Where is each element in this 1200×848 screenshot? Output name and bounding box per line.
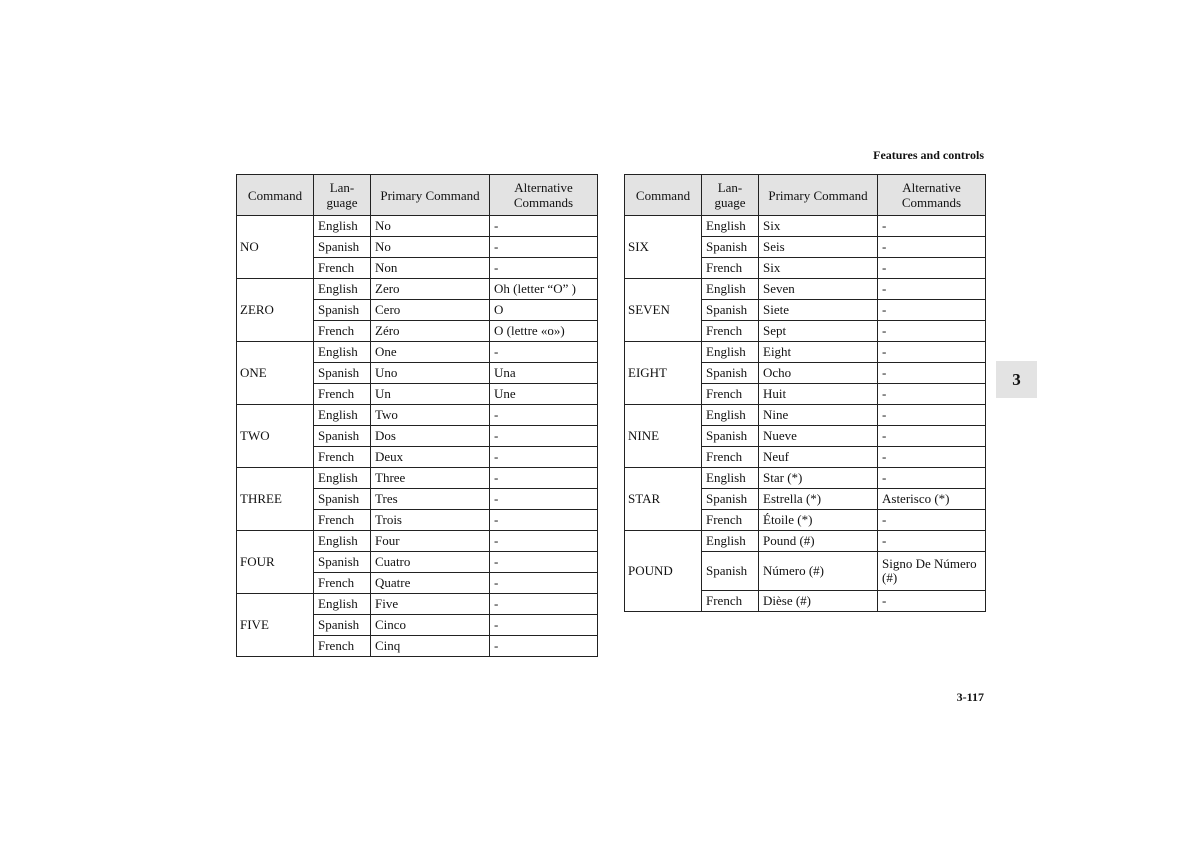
primary-command-cell: Three xyxy=(371,468,490,489)
header-language-line2: guage xyxy=(326,195,358,210)
language-cell: English xyxy=(314,594,371,615)
alternative-command-cell: - xyxy=(878,321,986,342)
primary-command-cell: Estrella (*) xyxy=(759,489,878,510)
language-cell: French xyxy=(314,447,371,468)
header-alternative-line2: Commands xyxy=(901,195,962,210)
header-alternative-commands xyxy=(878,175,986,216)
command-cell: POUND xyxy=(625,531,702,612)
table-row xyxy=(625,216,986,237)
primary-command-cell: Cuatro xyxy=(371,552,490,573)
alternative-command-cell: - xyxy=(878,510,986,531)
alternative-command-cell: - xyxy=(490,489,598,510)
primary-command-cell: Pound (#) xyxy=(759,531,878,552)
primary-command-cell: Trois xyxy=(371,510,490,531)
header-alternative-line1: Alternative xyxy=(514,180,573,195)
command-cell: THREE xyxy=(237,468,314,531)
primary-command-cell: No xyxy=(371,216,490,237)
language-cell: English xyxy=(314,342,371,363)
language-cell: French xyxy=(702,384,759,405)
table-row xyxy=(237,216,598,237)
language-cell: French xyxy=(702,321,759,342)
primary-command-cell: Número (#) xyxy=(759,552,878,591)
language-cell: Spanish xyxy=(702,363,759,384)
language-cell: English xyxy=(314,279,371,300)
command-cell: ONE xyxy=(237,342,314,405)
primary-command-cell: Seis xyxy=(759,237,878,258)
alternative-command-cell: Oh (letter “O” ) xyxy=(490,279,598,300)
alternative-command-cell: - xyxy=(490,342,598,363)
language-cell: English xyxy=(702,342,759,363)
primary-command-cell: Star (*) xyxy=(759,468,878,489)
command-cell: NO xyxy=(237,216,314,279)
alternative-command-cell: - xyxy=(878,591,986,612)
language-cell: French xyxy=(314,510,371,531)
header-command: Command xyxy=(625,175,702,216)
language-cell: French xyxy=(314,258,371,279)
alternative-command-cell: O (lettre «o») xyxy=(490,321,598,342)
section-title: Features and controls xyxy=(873,148,984,162)
header-language xyxy=(314,175,371,216)
primary-command-cell: Nine xyxy=(759,405,878,426)
alternative-command-cell: - xyxy=(490,594,598,615)
primary-command-cell: Quatre xyxy=(371,573,490,594)
table-header-row xyxy=(625,175,986,216)
command-cell: ZERO xyxy=(237,279,314,342)
table-row xyxy=(625,405,986,426)
alternative-command-cell: - xyxy=(878,531,986,552)
table-row xyxy=(237,531,598,552)
alternative-command-cell: - xyxy=(490,531,598,552)
alternative-command-cell: - xyxy=(490,447,598,468)
language-cell: Spanish xyxy=(702,552,759,591)
alternative-command-cell: - xyxy=(490,510,598,531)
alternative-command-cell: - xyxy=(878,342,986,363)
alternative-command-cell: - xyxy=(878,468,986,489)
alternative-command-cell: - xyxy=(490,573,598,594)
primary-command-cell: Seven xyxy=(759,279,878,300)
primary-command-cell: Siete xyxy=(759,300,878,321)
primary-command-cell: Dos xyxy=(371,426,490,447)
language-cell: Spanish xyxy=(314,615,371,636)
table-row xyxy=(237,405,598,426)
alternative-command-cell: - xyxy=(878,363,986,384)
alternative-command-cell: - xyxy=(878,384,986,405)
table-row xyxy=(237,279,598,300)
primary-command-cell: Étoile (*) xyxy=(759,510,878,531)
table-row xyxy=(625,279,986,300)
language-cell: French xyxy=(314,384,371,405)
alternative-command-cell: - xyxy=(878,258,986,279)
alternative-command-cell: - xyxy=(490,405,598,426)
header-command: Command xyxy=(237,175,314,216)
primary-command-cell: Huit xyxy=(759,384,878,405)
table-row xyxy=(625,531,986,552)
alternative-command-cell: - xyxy=(878,405,986,426)
command-cell: SEVEN xyxy=(625,279,702,342)
alternative-command-cell: - xyxy=(490,216,598,237)
alternative-command-cell: Una xyxy=(490,363,598,384)
primary-command-cell: Zero xyxy=(371,279,490,300)
primary-command-cell: Dièse (#) xyxy=(759,591,878,612)
alternative-command-cell: - xyxy=(490,468,598,489)
alternative-command-cell: - xyxy=(878,237,986,258)
header-alternative-line1: Alternative xyxy=(902,180,961,195)
voice-commands-table-left xyxy=(236,174,598,657)
alternative-command-cell: Asterisco (*) xyxy=(878,489,986,510)
alternative-command-cell: - xyxy=(878,279,986,300)
primary-command-cell: Zéro xyxy=(371,321,490,342)
primary-command-cell: Uno xyxy=(371,363,490,384)
language-cell: French xyxy=(314,321,371,342)
alternative-command-cell: Signo De Número (#) xyxy=(878,552,986,591)
header-language-line1: Lan- xyxy=(329,180,355,195)
primary-command-cell: Neuf xyxy=(759,447,878,468)
command-cell: EIGHT xyxy=(625,342,702,405)
language-cell: French xyxy=(702,591,759,612)
language-cell: English xyxy=(702,405,759,426)
alternative-command-cell: O xyxy=(490,300,598,321)
language-cell: French xyxy=(702,258,759,279)
primary-command-cell: Tres xyxy=(371,489,490,510)
language-cell: English xyxy=(702,468,759,489)
alternative-command-cell: - xyxy=(490,258,598,279)
primary-command-cell: Ocho xyxy=(759,363,878,384)
primary-command-cell: Sept xyxy=(759,321,878,342)
table-body-right xyxy=(625,216,986,612)
primary-command-cell: Cinq xyxy=(371,636,490,657)
primary-command-cell: Un xyxy=(371,384,490,405)
primary-command-cell: Non xyxy=(371,258,490,279)
language-cell: French xyxy=(702,510,759,531)
language-cell: Spanish xyxy=(702,489,759,510)
alternative-command-cell: - xyxy=(878,426,986,447)
table-row xyxy=(625,342,986,363)
alternative-command-cell: Une xyxy=(490,384,598,405)
language-cell: Spanish xyxy=(314,300,371,321)
primary-command-cell: Six xyxy=(759,216,878,237)
primary-command-cell: Cinco xyxy=(371,615,490,636)
header-language-line1: Lan- xyxy=(717,180,743,195)
table-header-row xyxy=(237,175,598,216)
table-row xyxy=(625,468,986,489)
primary-command-cell: One xyxy=(371,342,490,363)
primary-command-cell: Eight xyxy=(759,342,878,363)
command-cell: FOUR xyxy=(237,531,314,594)
header-language-line2: guage xyxy=(714,195,746,210)
language-cell: English xyxy=(314,405,371,426)
language-cell: French xyxy=(314,636,371,657)
command-cell: FIVE xyxy=(237,594,314,657)
command-cell: TWO xyxy=(237,405,314,468)
command-cell: NINE xyxy=(625,405,702,468)
table-body-left xyxy=(237,216,598,657)
language-cell: English xyxy=(702,216,759,237)
primary-command-cell: Four xyxy=(371,531,490,552)
primary-command-cell: No xyxy=(371,237,490,258)
language-cell: Spanish xyxy=(314,489,371,510)
header-language xyxy=(702,175,759,216)
primary-command-cell: Two xyxy=(371,405,490,426)
primary-command-cell: Six xyxy=(759,258,878,279)
chapter-tab xyxy=(996,361,1037,398)
alternative-command-cell: - xyxy=(490,237,598,258)
voice-commands-table-right xyxy=(624,174,986,612)
language-cell: Spanish xyxy=(314,363,371,384)
alternative-command-cell: - xyxy=(878,447,986,468)
language-cell: French xyxy=(314,573,371,594)
language-cell: Spanish xyxy=(314,426,371,447)
language-cell: Spanish xyxy=(702,426,759,447)
language-cell: English xyxy=(702,531,759,552)
command-cell: SIX xyxy=(625,216,702,279)
language-cell: Spanish xyxy=(314,237,371,258)
table-row xyxy=(237,342,598,363)
alternative-command-cell: - xyxy=(490,636,598,657)
page-number: 3-117 xyxy=(956,690,984,704)
primary-command-cell: Nueve xyxy=(759,426,878,447)
header-primary-command: Primary Command xyxy=(759,175,878,216)
alternative-command-cell: - xyxy=(878,300,986,321)
table-row xyxy=(237,468,598,489)
header-alternative-commands xyxy=(490,175,598,216)
table-row xyxy=(237,594,598,615)
chapter-number: 3 xyxy=(1012,369,1021,389)
language-cell: English xyxy=(314,468,371,489)
primary-command-cell: Cero xyxy=(371,300,490,321)
language-cell: French xyxy=(702,447,759,468)
alternative-command-cell: - xyxy=(490,552,598,573)
primary-command-cell: Five xyxy=(371,594,490,615)
language-cell: Spanish xyxy=(702,300,759,321)
language-cell: Spanish xyxy=(314,552,371,573)
language-cell: English xyxy=(314,216,371,237)
language-cell: Spanish xyxy=(702,237,759,258)
language-cell: English xyxy=(314,531,371,552)
command-cell: STAR xyxy=(625,468,702,531)
alternative-command-cell: - xyxy=(878,216,986,237)
alternative-command-cell: - xyxy=(490,615,598,636)
primary-command-cell: Deux xyxy=(371,447,490,468)
language-cell: English xyxy=(702,279,759,300)
header-primary-command: Primary Command xyxy=(371,175,490,216)
alternative-command-cell: - xyxy=(490,426,598,447)
header-alternative-line2: Commands xyxy=(513,195,574,210)
